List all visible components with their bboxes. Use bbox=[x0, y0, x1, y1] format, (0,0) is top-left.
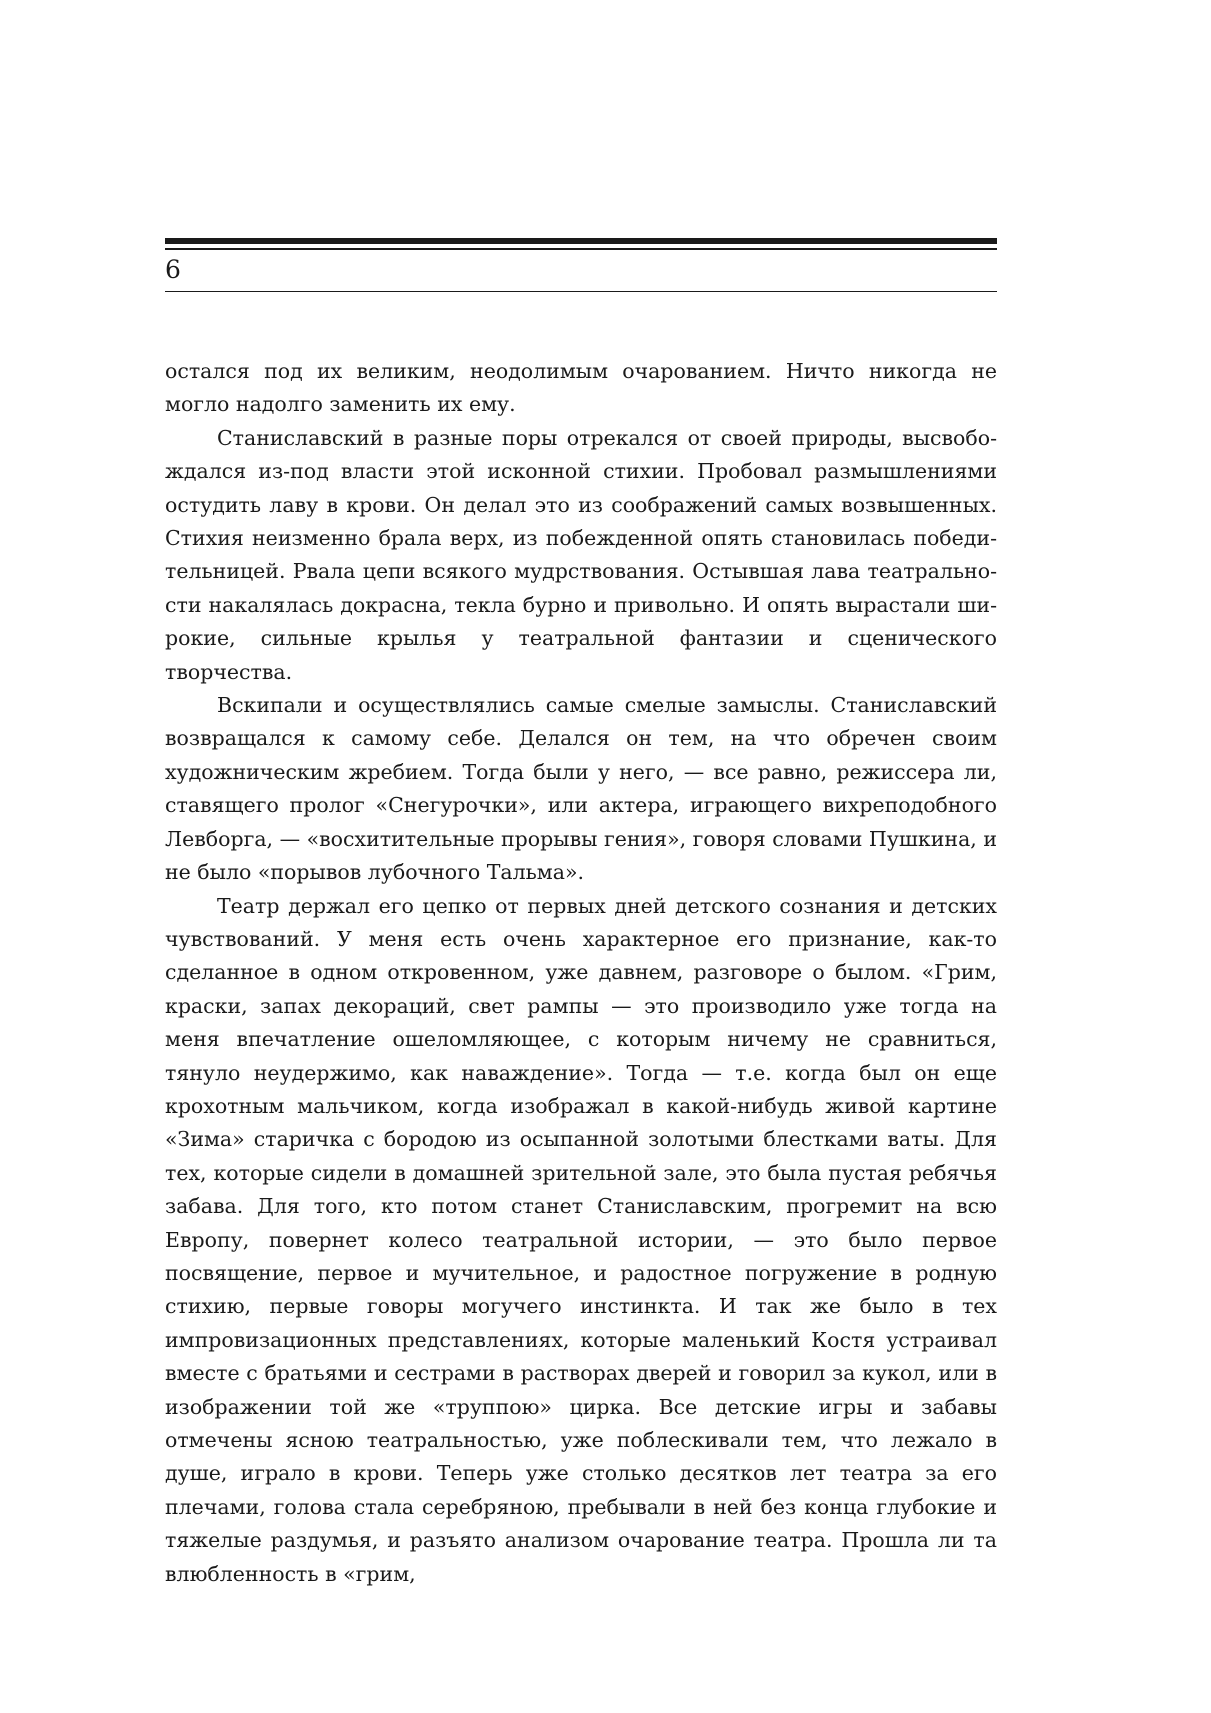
header-rule-bottom bbox=[165, 291, 997, 292]
paragraph: Вскипали и осуществлялись самые смелые замыслы. Станиславский возвращался к самому себе. Делался он тем, на что обречен своим художническим жребием. Тогда были у него, — все равно, режиссера ли, ставящего пролог «Снегурочки», или актера, играющего вихреподобного Левборга, — «восхитительные прорывы гения», говоря словами Пушкина, и не было «порывов лубочного Тальма». bbox=[165, 693, 997, 885]
page bbox=[165, 238, 997, 1586]
paragraph: остался под их великим, неодолимым очарованием. Ничто никогда не могло надолго заменить их ему. bbox=[165, 359, 997, 417]
paragraph: Театр держал его цепко от первых дней детского сознания и детских чувствований. У меня есть очень характерное его признание, как-то сделанное в одном откровенном, уже давнем, разговоре о былом. «Грим, краски, запах декораций, свет рампы — это производило уже тогда на меня впечатление ошеломляющее, с которым ничему не сравниться, тянуло неудержимо, как наваждение». Тогда — т.е. когда был он еще крохотным мальчиком, когда изображал в какой-нибудь живой картине «Зима» старичка с бородою из осыпанной золотыми блестками ваты. Для тех, которые сидели в домашней зрительной зале, это была пустая ребячья забава. Для того, кто потом станет Станиславским, прогремит на всю Европу, повернет колесо театральной истории, — это было первое посвящение, первое и мучительное, и радостное погружение в родную стихию, первые говоры могучего инстинкта. И так же было в тех импровизационных представлениях, которые маленький Костя устраивал вместе с братьями и сестрами в растворах дверей и говорил за кукол, или в изображении той же «труппою» цирка. Все детские игры и забавы отмечены ясною театральностью, уже поблескивали тем, что лежало в душе, играло в крови. Теперь уже столько десятков лет театра за его плечами, голова стала серебряною, пребывали в ней без конца глубокие и тяжелые раздумья, и разъято анализом очарование театра. Прошла ли та влюбленность в «грим, bbox=[165, 893, 997, 1586]
page-number: 6 bbox=[165, 255, 181, 284]
body-text bbox=[165, 355, 997, 1591]
paragraph: Станиславский в разные поры отрекался от своей природы, высвобождался из-под власти этой исконной стихии. Пробовал размышлениями остудить лаву в крови. Он делал это из соображений самых возвышенных. Стихия неизменно брала верх, из побежденной опять становилась победительницей. Рвала цепи всякого мудрствования. Остывшая лава театральности накалялась докрасна, текла бурно и привольно. И опять вырастали широкие, сильные крылья у театральной фантазии и сценического творчества. bbox=[165, 425, 997, 684]
header-rule-thick bbox=[165, 238, 997, 244]
